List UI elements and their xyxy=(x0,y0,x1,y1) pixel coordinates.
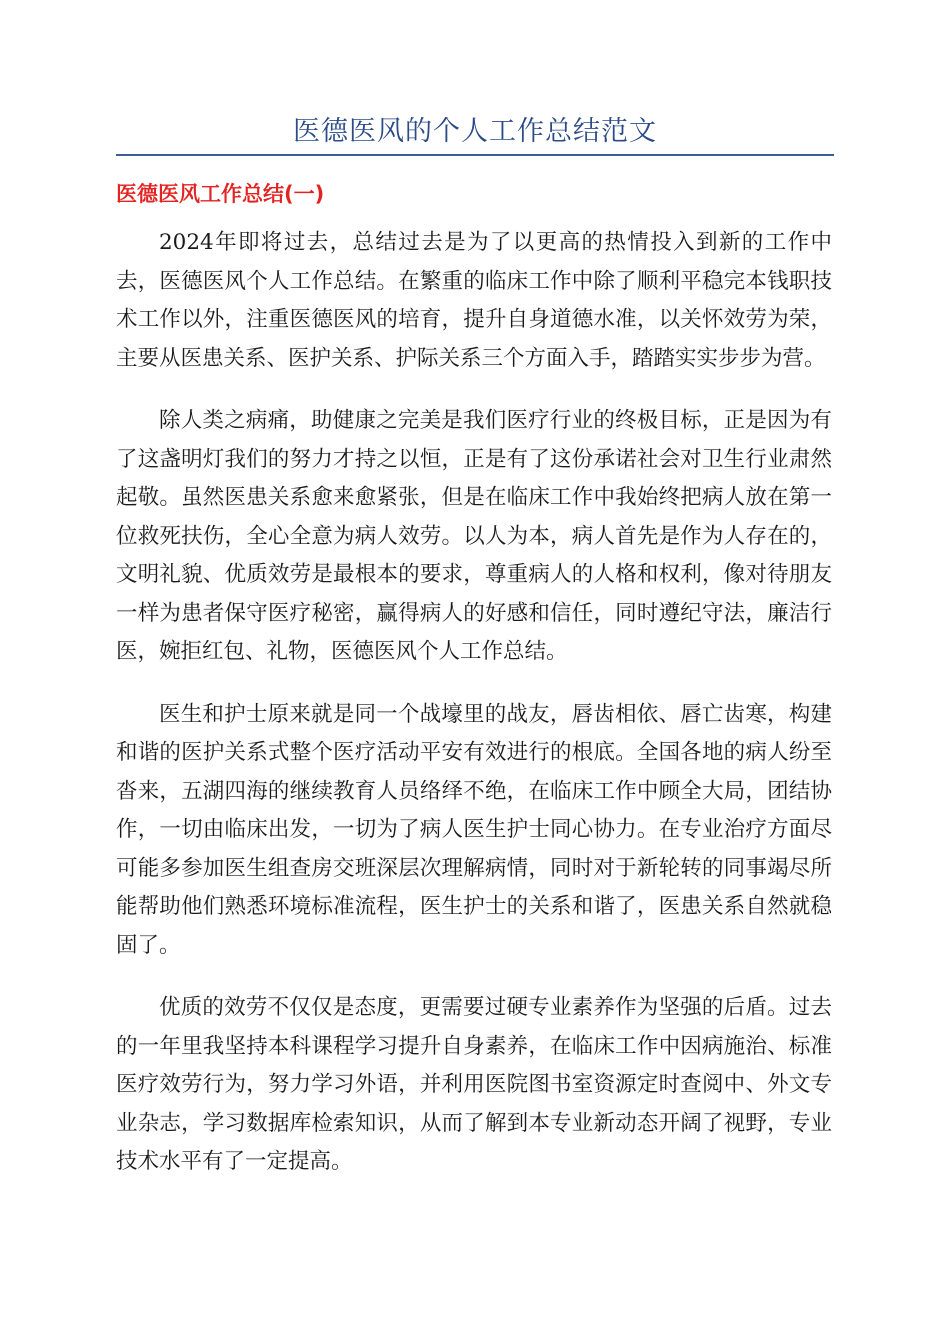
section-heading: 医德医风工作总结(一) xyxy=(116,182,325,206)
document-title: 医德医风的个人工作总结范文 xyxy=(293,116,657,147)
paragraph-2: 除人类之病痛，助健康之完美是我们医疗行业的终极目标，正是因为有了这盏明灯我们的努力才持之以恒，正是有了这份承诺社会对卫生行业肃然起敬。虽然医患关系愈来愈紧张，但是在临床工作中我始终把病人放在第一位救死扶伤，全心全意为病人效劳。以人为本，病人首先是作为人存在的，文明礼貌、优质效劳是最根本的要求，尊重病人的人格和权利，像对待朋友一样为患者保守医疗秘密，赢得病人的好感和信任，同时遵纪守法，廉洁行医，婉拒红包、礼物，医德医风个人工作总结。 xyxy=(116,408,832,664)
paragraph-1: 2024年即将过去，总结过去是为了以更高的热情投入到新的工作中去，医德医风个人工作总结。在繁重的临床工作中除了顺利平稳完本钱职技术工作以外，注重医德医风的培育，提升自身道德水准，以关怀效劳为荣，主要从医患关系、医护关系、护际关系三个方面入手，踏踏实实步步为营。 xyxy=(116,230,832,371)
paragraph-3: 医生和护士原来就是同一个战壕里的战友，唇齿相依、唇亡齿寒，构建和谐的医护关系式整个医疗活动平安有效进行的根底。全国各地的病人纷至沓来，五湖四海的继续教育人员络绎不绝，在临床工作中顾全大局，团结协作，一切由临床出发，一切为了病人医生护士同心协力。在专业治疗方面尽可能多参加医生组查房交班深层次理解病情，同时对于新轮转的同事竭尽所能帮助他们熟悉环境标准流程，医生护士的关系和谐了，医患关系自然就稳固了。 xyxy=(116,701,832,958)
paragraph-4: 优质的效劳不仅仅是态度，更需要过硬专业素养作为坚强的后盾。过去的一年里我坚持本科课程学习提升自身素养，在临床工作中因病施治、标准医疗效劳行为，努力学习外语，并利用医院图书室资源定时查阅中、外文专业杂志，学习数据库检索知识，从而了解到本专业新动态开阔了视野，专业技术水平有了一定提高。 xyxy=(116,995,832,1174)
title-underline-rule xyxy=(116,154,834,156)
body-paragraphs xyxy=(116,224,832,1206)
